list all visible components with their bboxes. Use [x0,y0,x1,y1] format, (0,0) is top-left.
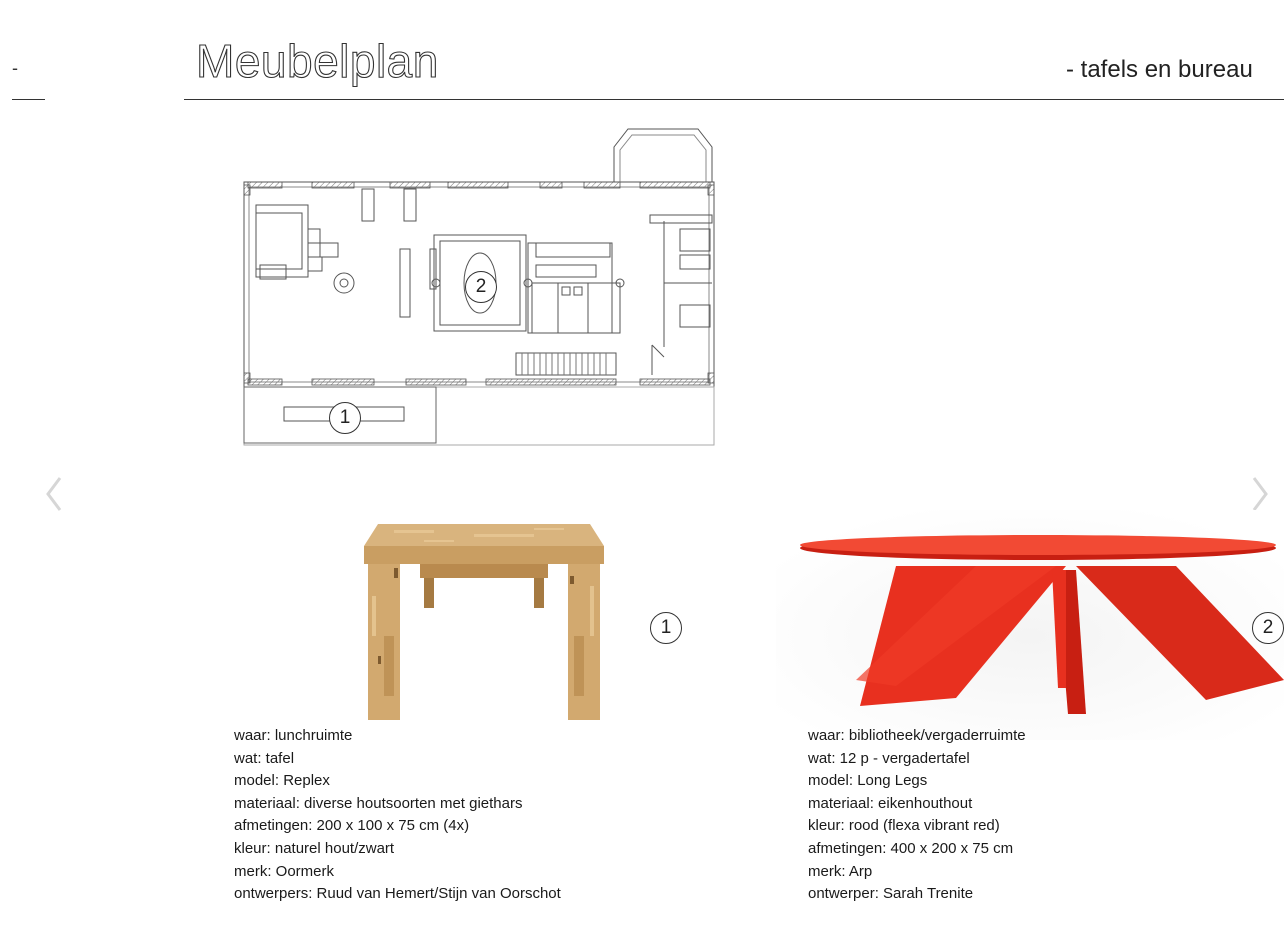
previous-slide-button[interactable] [42,474,66,514]
left-dash: - [12,58,18,78]
description-line: merk: Oormerk [234,862,335,880]
product-marker-2: 2 [1252,612,1284,644]
description-line: waar: lunchruimte [234,727,353,744]
replex-table-drawing [364,524,604,720]
product-image-replex-table [364,516,604,722]
product-description-long-legs [808,725,1026,906]
description-line: afmetingen: 200 x 100 x 75 cm (4x) [234,817,470,835]
chevron-left-icon [42,474,66,514]
next-slide-button[interactable] [1248,474,1272,514]
product-image-long-legs-table [776,510,1284,740]
description-line: waar: bibliotheek/vergaderruimte [808,727,1026,744]
product-marker-1: 1 [650,612,682,644]
page-subtitle: - tafels en bureau [1066,56,1253,83]
header-rule [184,99,1284,100]
description-line: ontwerper: Sarah Trenite [808,885,974,903]
description-line: afmetingen: 400 x 200 x 75 cm [808,839,1014,857]
description-line: model: Replex [234,772,330,790]
left-dash-rule [12,99,45,100]
description-line: merk: Arp [808,862,873,880]
floor-plan [240,125,720,450]
description-line: kleur: rood (flexa vibrant red) [808,817,1000,835]
floor-plan-marker-1: 1 [329,402,361,434]
description-line: kleur: naturel hout/zwart [234,839,395,857]
description-line: ontwerpers: Ruud van Hemert/Stijn van Oorschot [234,885,561,903]
description-line: materiaal: diverse houtsoorten met giethars [234,794,523,812]
description-line: wat: 12 p - vergadertafel [808,749,970,767]
page-title: Meubelplan [196,35,439,87]
floor-plan-marker-2: 2 [465,271,497,303]
chevron-right-icon [1248,474,1272,514]
description-line: materiaal: eikenhouthout [808,794,973,812]
description-line: wat: tafel [234,749,295,767]
product-description-replex [234,725,561,906]
description-line: model: Long Legs [808,772,928,790]
